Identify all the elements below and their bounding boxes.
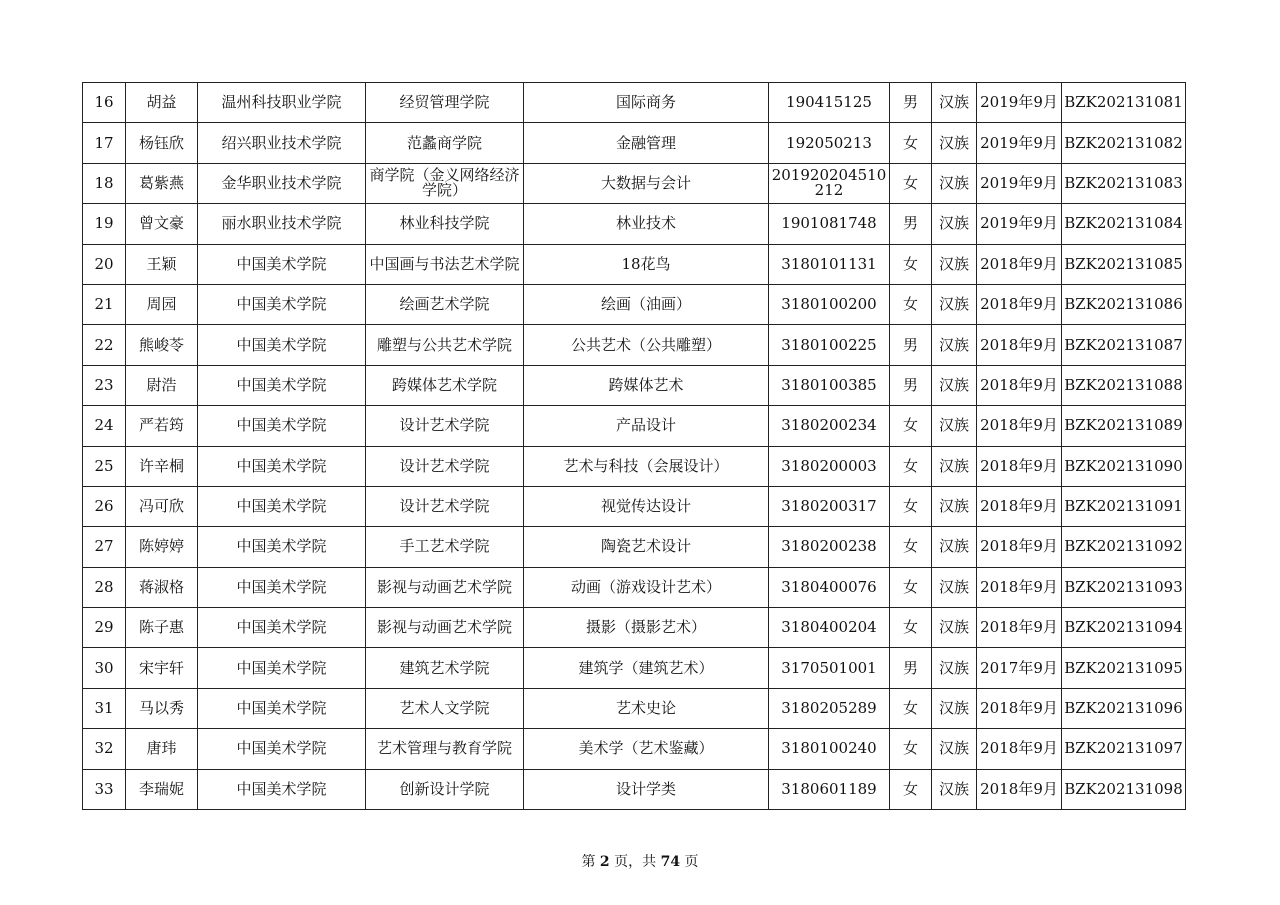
college-name-cell: 中国画与书法艺术学院 bbox=[366, 244, 524, 284]
table-row bbox=[83, 527, 1186, 567]
ethnicity-cell: 汉族 bbox=[932, 123, 977, 163]
certificate-number-cell: BZK202131084 bbox=[1062, 204, 1186, 244]
student-id-cell: 3180200003 bbox=[769, 446, 890, 486]
table-row bbox=[83, 567, 1186, 607]
gender-cell: 女 bbox=[890, 123, 932, 163]
college-name-cell: 影视与动画艺术学院 bbox=[366, 608, 524, 648]
enrollment-date-cell: 2018年9月 bbox=[977, 608, 1062, 648]
table-row bbox=[83, 123, 1186, 163]
row-number-cell: 32 bbox=[83, 729, 126, 769]
student-name-cell: 周园 bbox=[126, 284, 198, 324]
student-id-cell: 3180601189 bbox=[769, 769, 890, 809]
major-name-cell: 建筑学（建筑艺术） bbox=[524, 648, 769, 688]
ethnicity-cell: 汉族 bbox=[932, 163, 977, 203]
row-number-cell: 25 bbox=[83, 446, 126, 486]
row-number-cell: 22 bbox=[83, 325, 126, 365]
school-name-cell: 中国美术学院 bbox=[198, 688, 366, 728]
student-name-cell: 尉浩 bbox=[126, 365, 198, 405]
table-row bbox=[83, 608, 1186, 648]
college-name-cell: 艺术管理与教育学院 bbox=[366, 729, 524, 769]
school-name-cell: 中国美术学院 bbox=[198, 244, 366, 284]
gender-cell: 女 bbox=[890, 486, 932, 526]
gender-cell: 女 bbox=[890, 527, 932, 567]
school-name-cell: 中国美术学院 bbox=[198, 729, 366, 769]
student-name-cell: 胡益 bbox=[126, 83, 198, 123]
row-number-cell: 18 bbox=[83, 163, 126, 203]
ethnicity-cell: 汉族 bbox=[932, 365, 977, 405]
table-row bbox=[83, 284, 1186, 324]
enrollment-date-cell: 2018年9月 bbox=[977, 567, 1062, 607]
student-id-cell: 192050213 bbox=[769, 123, 890, 163]
certificate-number-cell: BZK202131092 bbox=[1062, 527, 1186, 567]
gender-cell: 女 bbox=[890, 567, 932, 607]
enrollment-date-cell: 2018年9月 bbox=[977, 244, 1062, 284]
gender-cell: 男 bbox=[890, 365, 932, 405]
school-name-cell: 丽水职业技术学院 bbox=[198, 204, 366, 244]
student-id-cell: 3180100200 bbox=[769, 284, 890, 324]
footer-prefix: 第 bbox=[581, 854, 600, 870]
enrollment-date-cell: 2018年9月 bbox=[977, 284, 1062, 324]
gender-cell: 男 bbox=[890, 204, 932, 244]
row-number-cell: 16 bbox=[83, 83, 126, 123]
college-name-cell: 手工艺术学院 bbox=[366, 527, 524, 567]
major-name-cell: 视觉传达设计 bbox=[524, 486, 769, 526]
major-name-cell: 金融管理 bbox=[524, 123, 769, 163]
school-name-cell: 中国美术学院 bbox=[198, 567, 366, 607]
row-number-cell: 27 bbox=[83, 527, 126, 567]
row-number-cell: 26 bbox=[83, 486, 126, 526]
table-row bbox=[83, 244, 1186, 284]
row-number-cell: 20 bbox=[83, 244, 126, 284]
school-name-cell: 中国美术学院 bbox=[198, 284, 366, 324]
enrollment-date-cell: 2018年9月 bbox=[977, 486, 1062, 526]
ethnicity-cell: 汉族 bbox=[932, 648, 977, 688]
enrollment-date-cell: 2019年9月 bbox=[977, 163, 1062, 203]
college-name-cell: 商学院（金义网络经济学院） bbox=[366, 163, 524, 203]
student-name-cell: 陈子惠 bbox=[126, 608, 198, 648]
gender-cell: 女 bbox=[890, 688, 932, 728]
major-name-cell: 陶瓷艺术设计 bbox=[524, 527, 769, 567]
school-name-cell: 金华职业技术学院 bbox=[198, 163, 366, 203]
student-id-cell: 3180200234 bbox=[769, 406, 890, 446]
major-name-cell: 18花鸟 bbox=[524, 244, 769, 284]
certificate-number-cell: BZK202131081 bbox=[1062, 83, 1186, 123]
gender-cell: 女 bbox=[890, 608, 932, 648]
gender-cell: 男 bbox=[890, 648, 932, 688]
college-name-cell: 经贸管理学院 bbox=[366, 83, 524, 123]
ethnicity-cell: 汉族 bbox=[932, 729, 977, 769]
college-name-cell: 设计艺术学院 bbox=[366, 446, 524, 486]
school-name-cell: 中国美术学院 bbox=[198, 608, 366, 648]
major-name-cell: 摄影（摄影艺术） bbox=[524, 608, 769, 648]
current-page-number: 2 bbox=[599, 854, 610, 870]
college-name-cell: 设计艺术学院 bbox=[366, 486, 524, 526]
gender-cell: 女 bbox=[890, 406, 932, 446]
ethnicity-cell: 汉族 bbox=[932, 688, 977, 728]
student-roster-table bbox=[82, 82, 1186, 810]
school-name-cell: 中国美术学院 bbox=[198, 406, 366, 446]
row-number-cell: 28 bbox=[83, 567, 126, 607]
ethnicity-cell: 汉族 bbox=[932, 769, 977, 809]
table-row bbox=[83, 769, 1186, 809]
student-name-cell: 陈婷婷 bbox=[126, 527, 198, 567]
gender-cell: 男 bbox=[890, 83, 932, 123]
ethnicity-cell: 汉族 bbox=[932, 527, 977, 567]
certificate-number-cell: BZK202131089 bbox=[1062, 406, 1186, 446]
college-name-cell: 林业科技学院 bbox=[366, 204, 524, 244]
student-name-cell: 冯可欣 bbox=[126, 486, 198, 526]
student-id-cell: 3180400076 bbox=[769, 567, 890, 607]
student-id-cell: 3180101131 bbox=[769, 244, 890, 284]
gender-cell: 女 bbox=[890, 729, 932, 769]
college-name-cell: 影视与动画艺术学院 bbox=[366, 567, 524, 607]
total-pages-number: 74 bbox=[660, 854, 681, 870]
gender-cell: 女 bbox=[890, 769, 932, 809]
student-id-cell: 190415125 bbox=[769, 83, 890, 123]
table-row bbox=[83, 486, 1186, 526]
major-name-cell: 艺术史论 bbox=[524, 688, 769, 728]
college-name-cell: 设计艺术学院 bbox=[366, 406, 524, 446]
table-row bbox=[83, 83, 1186, 123]
student-name-cell: 唐玮 bbox=[126, 729, 198, 769]
enrollment-date-cell: 2018年9月 bbox=[977, 527, 1062, 567]
student-name-cell: 李瑞妮 bbox=[126, 769, 198, 809]
student-name-cell: 马以秀 bbox=[126, 688, 198, 728]
major-name-cell: 林业技术 bbox=[524, 204, 769, 244]
major-name-cell: 动画（游戏设计艺术） bbox=[524, 567, 769, 607]
enrollment-date-cell: 2019年9月 bbox=[977, 204, 1062, 244]
major-name-cell: 产品设计 bbox=[524, 406, 769, 446]
page-footer bbox=[0, 851, 1280, 871]
ethnicity-cell: 汉族 bbox=[932, 567, 977, 607]
row-number-cell: 24 bbox=[83, 406, 126, 446]
certificate-number-cell: BZK202131088 bbox=[1062, 365, 1186, 405]
row-number-cell: 17 bbox=[83, 123, 126, 163]
enrollment-date-cell: 2018年9月 bbox=[977, 325, 1062, 365]
enrollment-date-cell: 2018年9月 bbox=[977, 365, 1062, 405]
major-name-cell: 公共艺术（公共雕塑） bbox=[524, 325, 769, 365]
student-name-cell: 曾文豪 bbox=[126, 204, 198, 244]
student-id-cell: 201920204510212 bbox=[769, 163, 890, 203]
table-row bbox=[83, 688, 1186, 728]
enrollment-date-cell: 2018年9月 bbox=[977, 406, 1062, 446]
ethnicity-cell: 汉族 bbox=[932, 608, 977, 648]
major-name-cell: 美术学（艺术鉴藏） bbox=[524, 729, 769, 769]
ethnicity-cell: 汉族 bbox=[932, 244, 977, 284]
row-number-cell: 19 bbox=[83, 204, 126, 244]
gender-cell: 男 bbox=[890, 325, 932, 365]
school-name-cell: 中国美术学院 bbox=[198, 325, 366, 365]
enrollment-date-cell: 2018年9月 bbox=[977, 446, 1062, 486]
row-number-cell: 21 bbox=[83, 284, 126, 324]
enrollment-date-cell: 2019年9月 bbox=[977, 123, 1062, 163]
student-id-cell: 1901081748 bbox=[769, 204, 890, 244]
table-row bbox=[83, 325, 1186, 365]
row-number-cell: 23 bbox=[83, 365, 126, 405]
school-name-cell: 绍兴职业技术学院 bbox=[198, 123, 366, 163]
row-number-cell: 33 bbox=[83, 769, 126, 809]
table-row bbox=[83, 406, 1186, 446]
table-row bbox=[83, 365, 1186, 405]
major-name-cell: 绘画（油画） bbox=[524, 284, 769, 324]
student-name-cell: 王颖 bbox=[126, 244, 198, 284]
footer-suffix: 页 bbox=[680, 854, 699, 870]
certificate-number-cell: BZK202131091 bbox=[1062, 486, 1186, 526]
certificate-number-cell: BZK202131094 bbox=[1062, 608, 1186, 648]
row-number-cell: 31 bbox=[83, 688, 126, 728]
student-id-cell: 3180100225 bbox=[769, 325, 890, 365]
student-name-cell: 蒋淑格 bbox=[126, 567, 198, 607]
certificate-number-cell: BZK202131093 bbox=[1062, 567, 1186, 607]
enrollment-date-cell: 2018年9月 bbox=[977, 769, 1062, 809]
certificate-number-cell: BZK202131085 bbox=[1062, 244, 1186, 284]
gender-cell: 女 bbox=[890, 446, 932, 486]
table-row bbox=[83, 163, 1186, 203]
student-id-cell: 3170501001 bbox=[769, 648, 890, 688]
enrollment-date-cell: 2017年9月 bbox=[977, 648, 1062, 688]
major-name-cell: 国际商务 bbox=[524, 83, 769, 123]
gender-cell: 女 bbox=[890, 284, 932, 324]
student-id-cell: 3180200238 bbox=[769, 527, 890, 567]
student-name-cell: 葛紫燕 bbox=[126, 163, 198, 203]
certificate-number-cell: BZK202131096 bbox=[1062, 688, 1186, 728]
table-row bbox=[83, 729, 1186, 769]
ethnicity-cell: 汉族 bbox=[932, 406, 977, 446]
school-name-cell: 温州科技职业学院 bbox=[198, 83, 366, 123]
ethnicity-cell: 汉族 bbox=[932, 486, 977, 526]
major-name-cell: 艺术与科技（会展设计） bbox=[524, 446, 769, 486]
certificate-number-cell: BZK202131095 bbox=[1062, 648, 1186, 688]
student-id-cell: 3180205289 bbox=[769, 688, 890, 728]
ethnicity-cell: 汉族 bbox=[932, 446, 977, 486]
school-name-cell: 中国美术学院 bbox=[198, 486, 366, 526]
school-name-cell: 中国美术学院 bbox=[198, 648, 366, 688]
roster-body bbox=[83, 83, 1186, 810]
certificate-number-cell: BZK202131083 bbox=[1062, 163, 1186, 203]
row-number-cell: 29 bbox=[83, 608, 126, 648]
school-name-cell: 中国美术学院 bbox=[198, 446, 366, 486]
enrollment-date-cell: 2018年9月 bbox=[977, 729, 1062, 769]
student-name-cell: 严若筠 bbox=[126, 406, 198, 446]
college-name-cell: 创新设计学院 bbox=[366, 769, 524, 809]
table-row bbox=[83, 648, 1186, 688]
student-id-cell: 3180100240 bbox=[769, 729, 890, 769]
student-id-cell: 3180100385 bbox=[769, 365, 890, 405]
footer-middle: 页，共 bbox=[609, 854, 661, 870]
gender-cell: 女 bbox=[890, 163, 932, 203]
certificate-number-cell: BZK202131087 bbox=[1062, 325, 1186, 365]
college-name-cell: 建筑艺术学院 bbox=[366, 648, 524, 688]
student-name-cell: 熊峻苓 bbox=[126, 325, 198, 365]
certificate-number-cell: BZK202131097 bbox=[1062, 729, 1186, 769]
ethnicity-cell: 汉族 bbox=[932, 83, 977, 123]
table-row bbox=[83, 204, 1186, 244]
school-name-cell: 中国美术学院 bbox=[198, 527, 366, 567]
ethnicity-cell: 汉族 bbox=[932, 284, 977, 324]
major-name-cell: 大数据与会计 bbox=[524, 163, 769, 203]
school-name-cell: 中国美术学院 bbox=[198, 769, 366, 809]
student-name-cell: 杨钰欣 bbox=[126, 123, 198, 163]
college-name-cell: 范蠡商学院 bbox=[366, 123, 524, 163]
ethnicity-cell: 汉族 bbox=[932, 204, 977, 244]
row-number-cell: 30 bbox=[83, 648, 126, 688]
college-name-cell: 雕塑与公共艺术学院 bbox=[366, 325, 524, 365]
enrollment-date-cell: 2019年9月 bbox=[977, 83, 1062, 123]
student-name-cell: 许辛桐 bbox=[126, 446, 198, 486]
enrollment-date-cell: 2018年9月 bbox=[977, 688, 1062, 728]
student-name-cell: 宋宇轩 bbox=[126, 648, 198, 688]
certificate-number-cell: BZK202131082 bbox=[1062, 123, 1186, 163]
school-name-cell: 中国美术学院 bbox=[198, 365, 366, 405]
certificate-number-cell: BZK202131086 bbox=[1062, 284, 1186, 324]
student-id-cell: 3180400204 bbox=[769, 608, 890, 648]
ethnicity-cell: 汉族 bbox=[932, 325, 977, 365]
gender-cell: 女 bbox=[890, 244, 932, 284]
college-name-cell: 跨媒体艺术学院 bbox=[366, 365, 524, 405]
student-id-cell: 3180200317 bbox=[769, 486, 890, 526]
college-name-cell: 艺术人文学院 bbox=[366, 688, 524, 728]
certificate-number-cell: BZK202131090 bbox=[1062, 446, 1186, 486]
major-name-cell: 跨媒体艺术 bbox=[524, 365, 769, 405]
college-name-cell: 绘画艺术学院 bbox=[366, 284, 524, 324]
major-name-cell: 设计学类 bbox=[524, 769, 769, 809]
table-row bbox=[83, 446, 1186, 486]
certificate-number-cell: BZK202131098 bbox=[1062, 769, 1186, 809]
